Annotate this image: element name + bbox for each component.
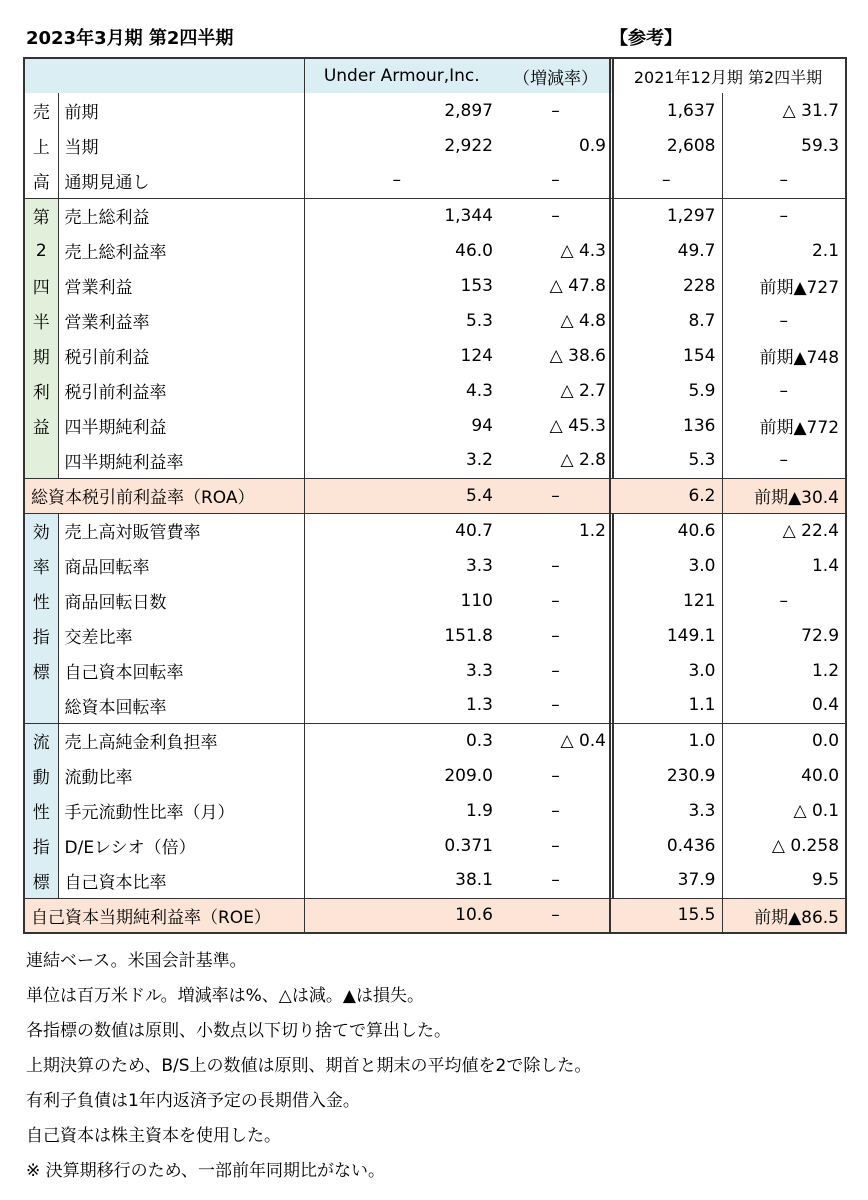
summary-label: 自己資本当期純利益率（ROE） xyxy=(24,898,304,933)
section-char: 益 xyxy=(24,408,58,443)
table-row xyxy=(24,653,613,688)
reference-table xyxy=(609,57,847,934)
section-char: 上 xyxy=(24,128,58,163)
row-label: 交差比率 xyxy=(58,618,304,653)
row-value: 153 xyxy=(304,268,499,303)
row-ref: 1.1 xyxy=(688,695,716,716)
section-char: 標 xyxy=(24,653,58,688)
header-change: （増減率） xyxy=(499,58,613,93)
table-row xyxy=(24,303,613,338)
table-row xyxy=(24,268,613,303)
row-change: △ 38.6 xyxy=(549,345,606,366)
row-value: 1,344 xyxy=(304,198,499,233)
row-ref-change: – xyxy=(722,163,846,198)
row-change: – xyxy=(499,198,613,233)
row-label: 自己資本比率 xyxy=(58,863,304,898)
summary-ref: 6.2 xyxy=(610,478,722,513)
row-ref: 136 xyxy=(683,415,716,436)
row-change: △ 2.8 xyxy=(560,450,606,471)
row-ref-change: 前期▲748 xyxy=(722,338,846,373)
row-label: 通期見通し xyxy=(58,163,304,198)
row-ref-change: 9.5 xyxy=(722,863,846,898)
table-row xyxy=(610,583,846,618)
section-char: 性 xyxy=(24,583,58,618)
row-ref: 228 xyxy=(683,275,716,296)
row-value: 110 xyxy=(304,583,499,618)
row-ref-change: 前期▲727 xyxy=(722,268,846,303)
table-row xyxy=(24,583,613,618)
row-value: 1.9 xyxy=(304,793,499,828)
table-row xyxy=(610,338,846,373)
row-label: 総資本回転率 xyxy=(58,688,304,723)
row-ref: 5.3 xyxy=(688,450,716,471)
row-label: 流動比率 xyxy=(58,758,304,793)
table-row xyxy=(24,863,613,898)
section-char: 性 xyxy=(24,793,58,828)
row-label: 四半期純利益 xyxy=(58,408,304,443)
table-row xyxy=(24,828,613,863)
row-ref-change: 1.4 xyxy=(722,548,846,583)
row-ref-change: 前期▲772 xyxy=(722,408,846,443)
table-row xyxy=(610,198,846,233)
row-label: 売上総利益 xyxy=(58,198,304,233)
section-char: 効 xyxy=(24,513,58,548)
table-row xyxy=(610,653,846,688)
row-ref: 1,637 xyxy=(666,100,716,121)
row-value: 3.3 xyxy=(304,653,499,688)
row-ref: 1.0 xyxy=(610,723,722,758)
row-change: – xyxy=(551,100,560,121)
table-row xyxy=(24,233,613,268)
section-char: 売 xyxy=(24,93,58,128)
table-row xyxy=(610,443,846,478)
row-change: – xyxy=(551,660,560,681)
reference-label: 【参考】 xyxy=(610,28,682,49)
table-row xyxy=(24,758,613,793)
table-row xyxy=(610,233,846,268)
row-ref-change: 1.2 xyxy=(722,653,846,688)
section-char: 期 xyxy=(24,338,58,373)
row-ref-change: 40.0 xyxy=(722,758,846,793)
row-value: 151.8 xyxy=(304,618,499,653)
section-char: 指 xyxy=(24,618,58,653)
section-char: 率 xyxy=(24,548,58,583)
row-label: 四半期純利益率 xyxy=(58,443,304,478)
table-row xyxy=(610,618,846,653)
row-label: 税引前利益率 xyxy=(58,373,304,408)
row-label: 自己資本回転率 xyxy=(58,653,304,688)
table-row xyxy=(610,163,846,198)
row-ref: 0.436 xyxy=(666,835,716,856)
row-ref: 230.9 xyxy=(666,765,716,786)
section-char: 高 xyxy=(24,163,58,198)
section-char: 動 xyxy=(24,758,58,793)
summary-row xyxy=(24,898,613,933)
footnote: 単位は百万米ドル。増減率は%、△は減。▲は損失。 xyxy=(26,986,424,1006)
footnotes xyxy=(26,944,591,1189)
table-row xyxy=(610,128,846,163)
row-ref: 49.7 xyxy=(677,240,716,261)
row-ref-change: 72.9 xyxy=(722,618,846,653)
row-value: 94 xyxy=(304,408,499,443)
summary-change: – xyxy=(499,898,613,933)
summary-change: – xyxy=(499,478,613,513)
row-change: – xyxy=(551,765,560,786)
row-change: – xyxy=(551,800,560,821)
row-ref: 40.6 xyxy=(610,513,722,548)
section-char: 四 xyxy=(24,268,58,303)
table-row xyxy=(24,198,613,233)
row-ref: 8.7 xyxy=(688,310,716,331)
table-row xyxy=(610,373,846,408)
summary-label: 総資本税引前利益率（ROA） xyxy=(24,478,304,513)
summary-ref-change: 前期▲86.5 xyxy=(722,898,846,933)
row-label: 前期 xyxy=(58,93,304,128)
table-row xyxy=(24,723,613,758)
summary-value: 10.6 xyxy=(304,898,499,933)
row-change: △ 45.3 xyxy=(549,415,606,436)
row-value: 3.2 xyxy=(304,443,499,478)
row-ref-change: – xyxy=(722,303,846,338)
summary-row xyxy=(610,478,846,513)
table-row xyxy=(24,443,613,478)
section-char: 利 xyxy=(24,373,58,408)
row-value: 1.3 xyxy=(304,688,499,723)
footnote: 自己資本は株主資本を使用した。 xyxy=(26,1126,281,1146)
row-change: △ 4.3 xyxy=(560,240,606,261)
row-change: △ 47.8 xyxy=(549,275,606,296)
summary-row xyxy=(24,478,613,513)
row-ref: 154 xyxy=(683,345,716,366)
row-value: – xyxy=(304,163,499,198)
row-value: 2,922 xyxy=(304,128,499,163)
row-change: – xyxy=(551,695,560,716)
row-value: 0.371 xyxy=(304,828,499,863)
footnote: 上期決算のため、B/S上の数値は原則、期首と期末の平均値を2で除した。 xyxy=(26,1056,592,1076)
row-label: 手元流動性比率（月） xyxy=(58,793,304,828)
footnote: 連結ベース。米国会計基準。 xyxy=(26,951,247,971)
row-value: 209.0 xyxy=(304,758,499,793)
header-row xyxy=(24,58,613,93)
row-value: 2,897 xyxy=(304,93,499,128)
table-row xyxy=(610,303,846,338)
header-company: Under Armour,Inc. xyxy=(304,58,499,93)
table-row xyxy=(610,268,846,303)
row-ref-change: – xyxy=(722,583,846,618)
row-value: 0.3 xyxy=(304,723,499,758)
row-change: 1.2 xyxy=(499,513,613,548)
row-ref: 121 xyxy=(683,590,716,611)
footnote: 有利子負債は1年内返済予定の長期借入金。 xyxy=(26,1091,360,1111)
table-row xyxy=(610,723,846,758)
section-char: 第 xyxy=(24,198,58,233)
summary-ref: 15.5 xyxy=(610,898,722,933)
row-ref-change: – xyxy=(722,373,846,408)
table-row xyxy=(610,513,846,548)
page-title: 2023年3月期 第2四半期 xyxy=(26,28,234,49)
row-ref-change: 0.0 xyxy=(722,723,846,758)
header-ref-period: 2021年12月期 第2四半期 xyxy=(633,67,823,87)
row-ref-change: △ 0.258 xyxy=(722,828,846,863)
section-char: 2 xyxy=(24,233,58,268)
main-table xyxy=(23,57,614,934)
footnote: 各指標の数値は原則、小数点以下切り捨てで算出した。 xyxy=(26,1021,451,1041)
row-label: 当期 xyxy=(58,128,304,163)
summary-value: 5.4 xyxy=(304,478,499,513)
table-row xyxy=(610,793,846,828)
table-row xyxy=(24,618,613,653)
row-value: 5.3 xyxy=(304,303,499,338)
row-change: △ 2.7 xyxy=(560,380,606,401)
table-row xyxy=(24,128,613,163)
table-row xyxy=(24,408,613,443)
row-value: 46.0 xyxy=(304,233,499,268)
section-char: 半 xyxy=(24,303,58,338)
row-ref: 3.3 xyxy=(688,800,716,821)
section-char: 流 xyxy=(24,723,58,758)
table-row xyxy=(24,688,613,723)
table-row xyxy=(610,548,846,583)
row-ref: – xyxy=(662,170,671,191)
section-char: 指 xyxy=(24,828,58,863)
row-ref-change: △ 31.7 xyxy=(722,93,846,128)
table-row xyxy=(610,688,846,723)
row-change: – xyxy=(551,590,560,611)
row-label: 売上高純金利負担率 xyxy=(58,723,304,758)
row-value: 40.7 xyxy=(304,513,499,548)
header-blank xyxy=(24,58,304,93)
row-value: 124 xyxy=(304,338,499,373)
section-char xyxy=(24,443,58,478)
section-char xyxy=(24,688,58,723)
table-row xyxy=(610,408,846,443)
row-value: 4.3 xyxy=(304,373,499,408)
row-change: – xyxy=(551,555,560,576)
row-ref: 149.1 xyxy=(666,625,716,646)
row-label: 売上総利益率 xyxy=(58,233,304,268)
row-label: 税引前利益 xyxy=(58,338,304,373)
row-ref-change: 0.4 xyxy=(722,688,846,723)
header-row xyxy=(610,58,846,93)
row-label: 営業利益 xyxy=(58,268,304,303)
table-row xyxy=(610,828,846,863)
table-row xyxy=(24,163,613,198)
row-label: 営業利益率 xyxy=(58,303,304,338)
row-label: 商品回転日数 xyxy=(58,583,304,618)
table-row xyxy=(610,758,846,793)
row-ref: 37.9 xyxy=(677,870,716,891)
row-change: – xyxy=(551,835,560,856)
table-row xyxy=(24,93,613,128)
row-ref: 3.0 xyxy=(688,555,716,576)
table-row xyxy=(610,93,846,128)
row-ref-change: 2.1 xyxy=(722,233,846,268)
row-label: 商品回転率 xyxy=(58,548,304,583)
row-value: 3.3 xyxy=(304,548,499,583)
row-change: 0.9 xyxy=(578,135,606,156)
row-label: D/Eレシオ（倍） xyxy=(58,828,304,863)
row-ref: 5.9 xyxy=(688,380,716,401)
row-ref-change: – xyxy=(722,443,846,478)
row-change: – xyxy=(551,170,560,191)
section-char: 標 xyxy=(24,863,58,898)
summary-row xyxy=(610,898,846,933)
row-value: 38.1 xyxy=(304,863,499,898)
row-ref: 3.0 xyxy=(688,660,716,681)
row-ref-change: 59.3 xyxy=(722,128,846,163)
row-change: – xyxy=(551,870,560,891)
table-row xyxy=(24,373,613,408)
table-row xyxy=(24,513,613,548)
row-change: △ 0.4 xyxy=(499,723,613,758)
table-row xyxy=(24,548,613,583)
row-label: 売上高対販管費率 xyxy=(58,513,304,548)
row-ref-change: – xyxy=(722,198,846,233)
row-change: △ 4.8 xyxy=(560,310,606,331)
row-ref-change: △ 22.4 xyxy=(722,513,846,548)
table-row xyxy=(610,863,846,898)
table-row xyxy=(24,793,613,828)
row-ref: 2,608 xyxy=(666,135,716,156)
row-ref: 1,297 xyxy=(610,198,722,233)
footnote: ※ 決算期移行のため、一部前年同期比がない。 xyxy=(26,1161,385,1181)
row-change: – xyxy=(551,625,560,646)
table-row xyxy=(24,338,613,373)
row-ref-change: △ 0.1 xyxy=(722,793,846,828)
summary-ref-change: 前期▲30.4 xyxy=(722,478,846,513)
